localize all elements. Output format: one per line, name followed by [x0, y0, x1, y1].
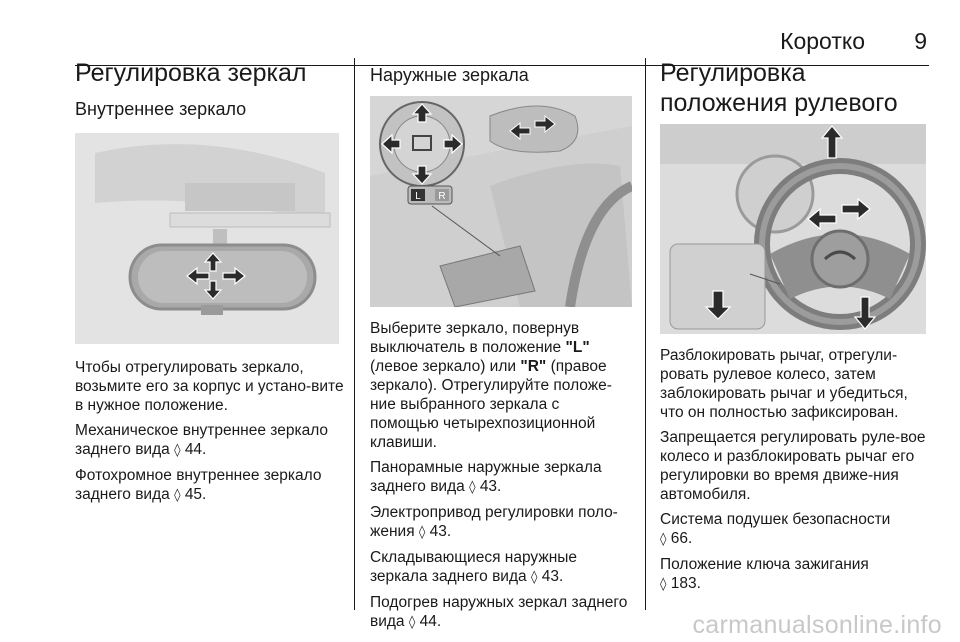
paragraph: Чтобы отрегулировать зеркало, возьмите его за корпус и устано-вите в нужное положение.	[75, 359, 344, 414]
reference-icon: ◊	[530, 570, 538, 585]
reference-paragraph: Складывающиеся наружные зеркала заднего вида ◊ 43.	[370, 549, 578, 585]
watermark: carmanualsonline.info	[692, 611, 942, 639]
page-number: 9	[914, 28, 927, 54]
outer-mirror-illustration	[370, 96, 632, 307]
steering-wheel-illustration	[660, 124, 926, 334]
inner-mirror-text	[75, 358, 345, 511]
page-header	[75, 22, 929, 54]
reference-paragraph: Фотохромное внутреннее зеркало заднего вида ◊ 45.	[75, 467, 322, 503]
switch-label-right: R	[438, 191, 446, 202]
reference-paragraph: Панорамные наружные зеркала заднего вида ◊ 43.	[370, 459, 602, 495]
outer-mirror-text	[370, 319, 632, 638]
reference-paragraph: Система подушек безопасности ◊ 66.	[660, 511, 891, 547]
section-title: Коротко	[780, 28, 865, 54]
reference-paragraph: Положение ключа зажигания ◊ 183.	[660, 556, 869, 592]
column-divider	[354, 58, 355, 610]
reference-icon: ◊	[174, 443, 181, 458]
reference-icon: ◊	[418, 525, 426, 540]
subheading-outer-mirrors: Наружные зеркала	[370, 65, 529, 85]
reference-paragraph: Подогрев наружных зеркал заднего вида ◊ 44.	[370, 594, 628, 630]
reference-paragraph: Механическое внутреннее зеркало заднего вида ◊ 44.	[75, 422, 329, 458]
paragraph: Выберите зеркало, повернув выключатель в положение "L" (левое зеркало) или "R" (правое зеркало). Отрегулируйте положе-ние выбранного зеркала с помощью четырехпозиционной клавиши.	[370, 320, 612, 451]
section-heading: Регулировка положения рулевого	[660, 59, 898, 117]
reference-paragraph: Электропривод регулировки поло-жения ◊ 43.	[370, 504, 618, 540]
reference-icon: ◊	[408, 615, 416, 630]
steering-wheel-text	[660, 346, 932, 600]
inner-mirror-illustration	[75, 133, 339, 344]
column-divider	[645, 58, 646, 610]
reference-icon: ◊	[174, 488, 181, 503]
paragraph: Разблокировать рычаг, отрегули-ровать рулевое колесо, затем заблокировать рычаг и убедиться, что он полностью зафиксирован.	[660, 347, 908, 421]
section-heading: Регулировка зеркал	[75, 59, 307, 87]
reference-icon: ◊	[469, 480, 476, 495]
column-outer-mirrors	[370, 58, 632, 86]
paragraph: Запрещается регулировать руле-вое колесо и разблокировать рычаг его регулировки во время движе-ния автомобиля.	[660, 429, 926, 503]
subheading-inner-mirror: Внутреннее зеркало	[75, 99, 247, 119]
reference-icon: ◊	[660, 532, 667, 547]
column-mirrors	[75, 58, 345, 120]
reference-icon: ◊	[660, 577, 667, 592]
switch-label-left: L	[415, 191, 421, 202]
